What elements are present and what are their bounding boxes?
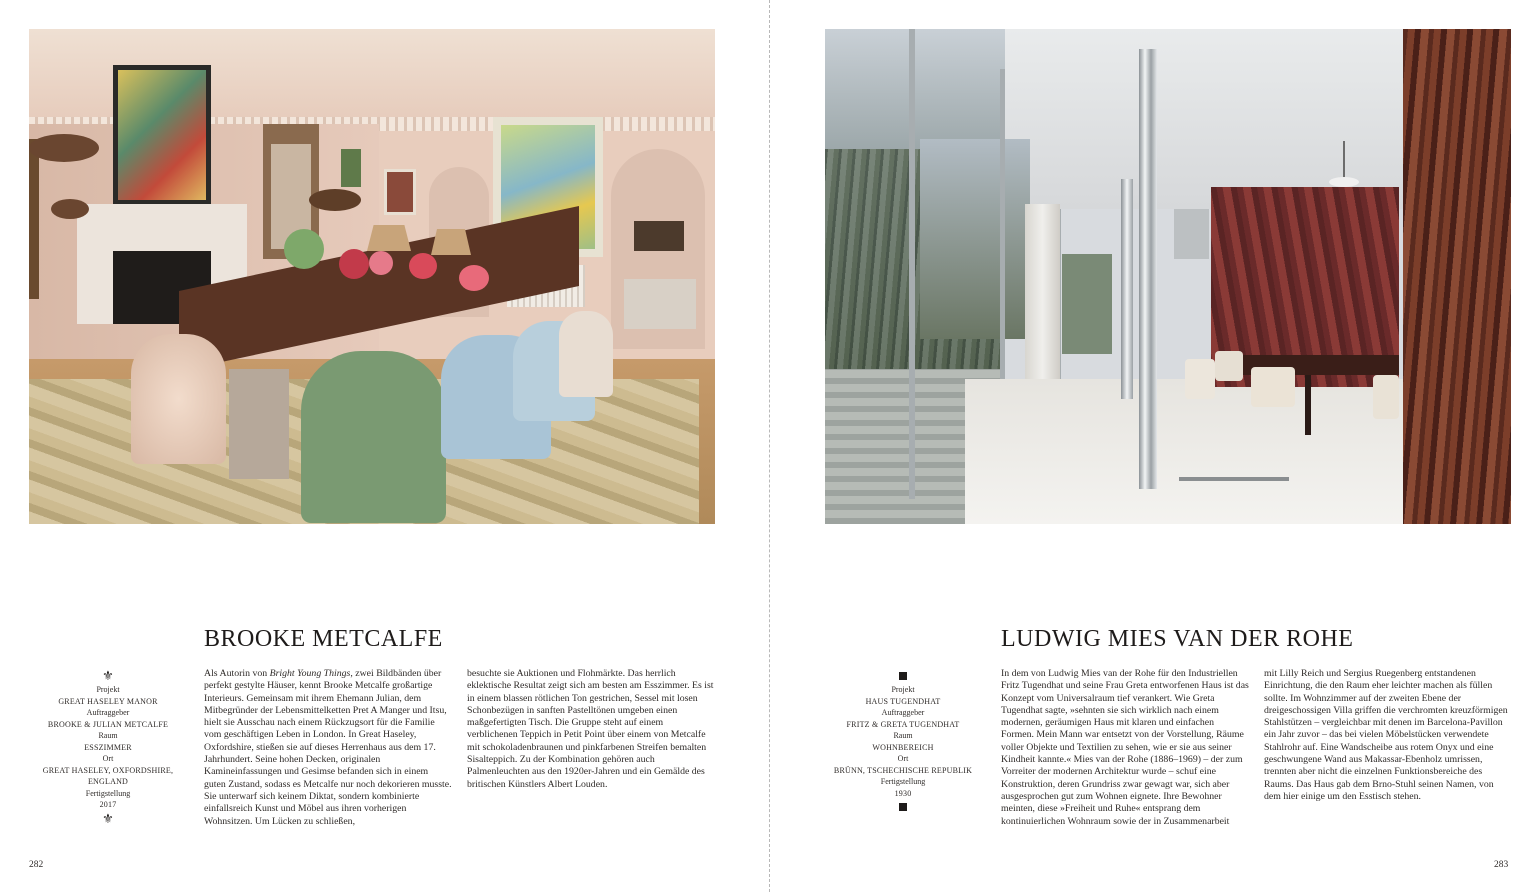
completion-label: Fertigstellung	[85, 788, 131, 798]
article-title: BROOKE METCALFE	[204, 626, 443, 652]
body-column-1	[1001, 668, 1249, 828]
book-title: Bright Young Things	[269, 668, 351, 679]
body-text: Als Autorin von	[204, 668, 270, 679]
square-ornament-icon	[899, 672, 907, 680]
body-column-2	[1264, 668, 1512, 803]
room-value: ESSZIMMER	[84, 742, 132, 752]
body-paragraph	[204, 668, 452, 828]
project-info	[38, 668, 178, 827]
body-column-2	[467, 668, 715, 791]
location-value: GREAT HASELEY, OXFORDSHIRE, ENGLAND	[42, 765, 174, 786]
body-paragraph: mit Lilly Reich und Sergius Ruegenberg entstandenen Einrichtung, die den Raum eher leichter machen als füllen sollte. Im Wohnzimmer auf der zweiten Ebene der dreigeschossigen Villa griffen die verchromten kreuzförmigen Stahlstützen – vergleichbar mit denen im Barcelona-Pavillon ein Jahr zuvor – das bei vielen Möbelstücken verwendete Stahlrohr auf. Eine Wandscheibe aus rotem Onyx und eine geschwungene Wand aus Makassar-Ebenholz umrissen, trennten aber nicht die einzelnen Funktionsbereiche des Raums. Das Haus gab dem Brno-Stuhl seinen Namen, von dem hier einige um den Esstisch stehen.	[1264, 668, 1508, 802]
project-value: GREAT HASELEY MANOR	[58, 696, 158, 706]
living-area-photo	[825, 29, 1511, 524]
body-paragraph: besuchte sie Auktionen und Flohmärkte. Das herrlich eklektische Resultat zeigt sich am besten am Esszimmer. Es ist in einem blassen rötlichen Ton gestrichen, Sessel mit losen Schonbezügen in sanften Pastelltönen umgeben einen maßgefertigten Tisch. Die Gruppe steht auf einem verblichenen Teppich in Petit Point über einem von Metcalfe mit schokoladenbraunen und pinkfarbenen Streifen bemalten Sisalteppich. Zu der Kombination gehören auch Palmenleuchten aus den 1920er-Jahren und ein Gemälde des britischen Künstlers Albert Louden.	[467, 668, 714, 790]
completion-label: Fertigstellung	[880, 777, 926, 786]
body-column-1	[204, 668, 452, 828]
square-ornament-icon	[899, 803, 907, 811]
client-label: Auftraggeber	[86, 708, 130, 717]
page-number: 283	[1494, 860, 1509, 870]
client-value: FRITZ & GRETA TUGENDHAT	[846, 719, 960, 729]
project-label: Projekt	[891, 685, 915, 694]
room-label: Raum	[893, 731, 913, 740]
room-label: Raum	[98, 731, 118, 740]
location-label: Ort	[102, 754, 114, 763]
location-label: Ort	[897, 754, 909, 763]
project-info	[833, 668, 973, 815]
project-value: HAUS TUGENDHAT	[865, 696, 941, 706]
fleur-de-lis-icon: ⚜	[102, 810, 114, 826]
room-value: WOHNBEREICH	[872, 742, 934, 752]
location-value: BRÜNN, TSCHECHISCHE REPUBLIK	[833, 765, 973, 775]
fleur-de-lis-icon: ⚜	[102, 668, 114, 683]
dining-room-photo	[29, 29, 715, 524]
client-label: Auftraggeber	[881, 708, 925, 717]
body-text: , zwei Bildbänden über perfekt gestylte Häuser, kennt Brooke Metcalfe großartige Interieurs. Gemeinsam mit ihrem Ehemann Julian, dem Mitbegründer der Lebensmittelketten Pret A Manger und Itsu, hielt sie Ausschau nach einem Rückzugsort für die Familie vom geschäftigen Leben in London. In Great Haseley, Oxfordshire, stießen sie auf dieses Herrenhaus aus dem 17. Jahrhundert. Seine hohen Decken, originalen Kamineinfassungen und Gesimse befanden sich in einem guten Zustand, sodass es Metcalfe nur noch dekorieren musste. Sie unterwarf sich keinem Diktat, sondern kombinierte einfallsreich Kunst und Möbel aus ihren vorherigen Wohnsitzen. Um Lücken zu schließen,	[204, 668, 452, 827]
right-page	[771, 0, 1540, 892]
page-number: 282	[29, 860, 44, 870]
completion-value: 1930	[894, 788, 912, 798]
project-label: Projekt	[96, 685, 120, 694]
completion-value: 2017	[99, 800, 117, 809]
article-title: LUDWIG MIES VAN DER ROHE	[1001, 626, 1354, 652]
client-value: BROOKE & JULIAN METCALFE	[47, 719, 169, 729]
body-paragraph: In dem von Ludwig Mies van der Rohe für den Industriellen Fritz Tugendhat und seine Frau Greta entworfenen Haus ist das Konzept vom Universalraum tief verankert. Wie Greta Tugendhat sagte, »sehnten sie sich wirklich nach einem modernen, geräumigen Haus mit klaren und einfachen Formen. Mein Mann war entsetzt von der Vorstellung, Räume voller Objekte und Textilien zu sehen, wie er sie aus seiner Kindheit kannte.« Mies van der Rohe (1886–1969) – der zum Vorreiter der modernen Architektur wurde – schuf eine Konstruktion, deren Grundriss zwar gewagt war, sich aber ausgesprochen gut zum Wohnen eignete. Ihre Bewohner meinten, diese »Freiheit und Ruhe« entsprang dem kontinuierlichen Wohnraum sowie der in Zusammenarbeit	[1001, 668, 1249, 827]
